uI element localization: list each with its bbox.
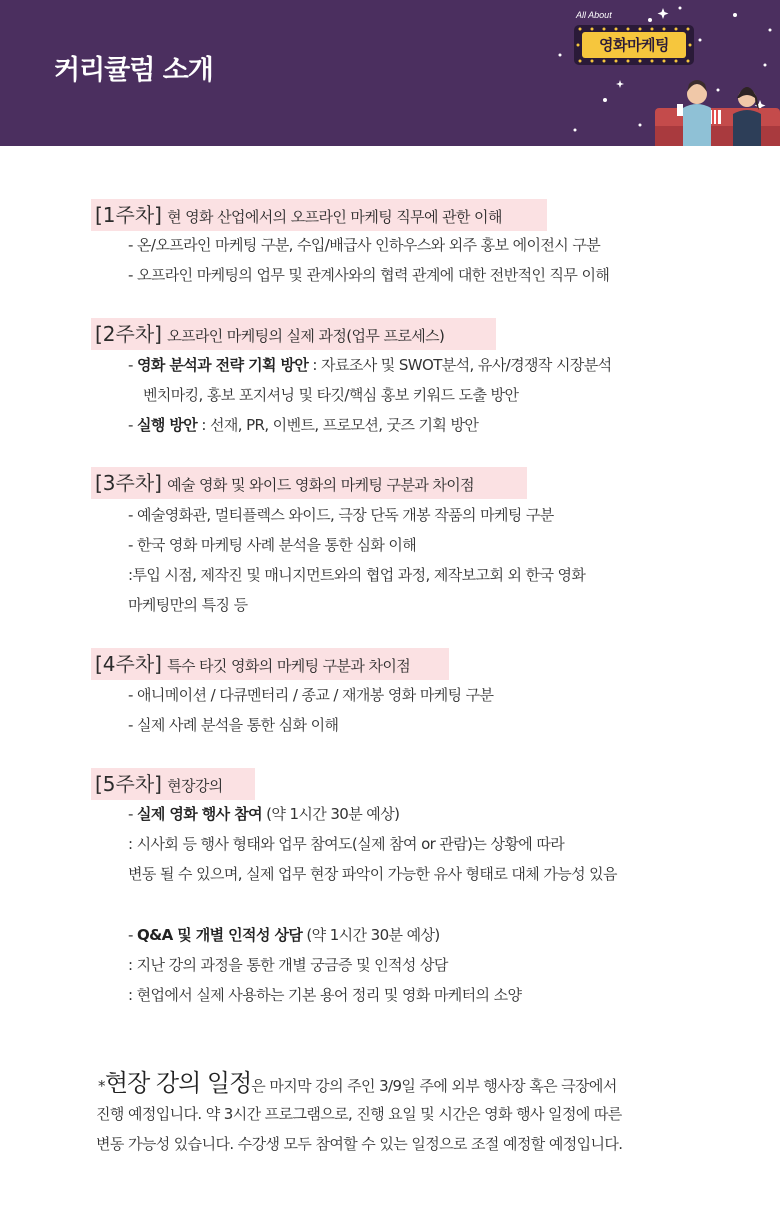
logo-caption: All About	[576, 10, 612, 20]
list-item: - 영화 분석과 전략 기획 방안 : 자료조사 및 SWOT분석, 유사/경쟁작 시장분석	[128, 356, 612, 374]
list-item: :투입 시점, 제작진 및 매니지먼트와의 협업 과정, 제작보고회 외 한국 영화	[128, 566, 586, 584]
week-2-title: 오프라인 마케팅의 실제 과정(업무 프로세스)	[167, 327, 445, 345]
week-3-title: 예술 영화 및 와이드 영화의 마케팅 구분과 차이점	[167, 476, 475, 494]
logo-text: 영화마케팅	[582, 32, 686, 58]
week-1-heading	[91, 199, 547, 231]
week-1-label: [1주차]	[95, 203, 162, 227]
notice-line-1-text: 은 마지막 강의 주인 3/9일 주에 외부 행사장 혹은 극장에서	[251, 1077, 617, 1095]
week-1-title: 현 영화 산업에서의 오프라인 마케팅 직무에 관한 이해	[167, 208, 502, 226]
strategy-heading: 영화 분석과 전략 기획 방안	[136, 356, 309, 374]
list-item: 벤치마킹, 홍보 포지셔닝 및 타깃/핵심 홍보 키워드 도출 방안	[143, 386, 519, 404]
list-item: : 지난 강의 과정을 통한 개별 궁금증 및 인적성 상담	[128, 956, 448, 974]
list-item: - 예술영화관, 멀티플렉스 와이드, 극장 단독 개봉 작품의 마케팅 구분	[128, 506, 554, 524]
qa-consult-duration: (약 1시간 30분 예상)	[302, 926, 440, 944]
week-3-heading	[91, 467, 527, 499]
week-3-label: [3주차]	[95, 471, 162, 495]
execution-details: : 선재, PR, 이벤트, 프로모션, 굿즈 기획 방안	[197, 416, 479, 434]
week-4-title: 특수 타깃 영화의 마케팅 구분과 차이점	[167, 657, 411, 675]
execution-heading: 실행 방안	[136, 416, 198, 434]
list-item: 마케팅만의 특징 등	[128, 596, 248, 614]
page-title: 커리큘럼 소개	[54, 55, 213, 86]
notice-line-2: 진행 예정입니다. 약 3시간 프로그램으로, 진행 요일 및 시간은 영화 행사 일정에 따른	[96, 1105, 622, 1123]
event-participation-heading: 실제 영화 행사 참여	[136, 805, 262, 823]
list-item: - Q&A 및 개별 인적성 상담 (약 1시간 30분 예상)	[128, 926, 440, 944]
list-item: 변동 될 수 있으며, 실제 업무 현장 파악이 가능한 유사 형태로 대체 가능성 있음	[128, 865, 617, 883]
header-banner	[0, 0, 780, 146]
notice-line-1	[98, 1068, 617, 1101]
list-item: : 시사회 등 행사 형태와 업무 참여도(실제 참여 or 관람)는 상황에 따라	[128, 835, 565, 853]
event-participation-duration: (약 1시간 30분 예상)	[261, 805, 400, 823]
week-5-heading	[91, 768, 255, 800]
list-item: - 온/오프라인 마케팅 구분, 수입/배급사 인하우스와 외주 홍보 에이전시 구분	[128, 236, 601, 254]
moviegoers-illustration-icon	[655, 70, 780, 146]
list-item: - 실제 영화 행사 참여 (약 1시간 30분 예상)	[128, 805, 400, 823]
notice-line-3: 변동 가능성 있습니다. 수강생 모두 참여할 수 있는 일정으로 조절 예정할 예정입니다.	[96, 1135, 623, 1153]
list-item: - 애니메이션 / 다큐멘터리 / 종교 / 재개봉 영화 마케팅 구분	[128, 686, 494, 704]
logo-badge	[574, 25, 694, 65]
week-5-label: [5주차]	[95, 772, 162, 796]
list-item: - 실행 방안 : 선재, PR, 이벤트, 프로모션, 굿즈 기획 방안	[128, 416, 479, 434]
list-item: : 현업에서 실제 사용하는 기본 용어 정리 및 영화 마케터의 소양	[128, 986, 522, 1004]
list-item: - 오프라인 마케팅의 업무 및 관계사와의 협력 관계에 대한 전반적인 직무 이해	[128, 266, 610, 284]
strategy-details: : 자료조사 및 SWOT분석, 유사/경쟁작 시장분석	[308, 356, 612, 374]
list-item: - 실제 사례 분석을 통한 심화 이해	[128, 716, 339, 734]
list-item: - 한국 영화 마케팅 사례 분석을 통한 심화 이해	[128, 536, 417, 554]
week-4-heading	[91, 648, 449, 680]
qa-consult-heading: Q&A 및 개별 인적성 상담	[136, 926, 303, 944]
week-2-label: [2주차]	[95, 322, 162, 346]
week-2-heading	[91, 318, 496, 350]
week-5-title: 현장강의	[167, 777, 223, 795]
notice-star: *	[98, 1077, 105, 1095]
notice-heading: 현장 강의 일정	[104, 1069, 252, 1097]
week-4-label: [4주차]	[95, 652, 162, 676]
